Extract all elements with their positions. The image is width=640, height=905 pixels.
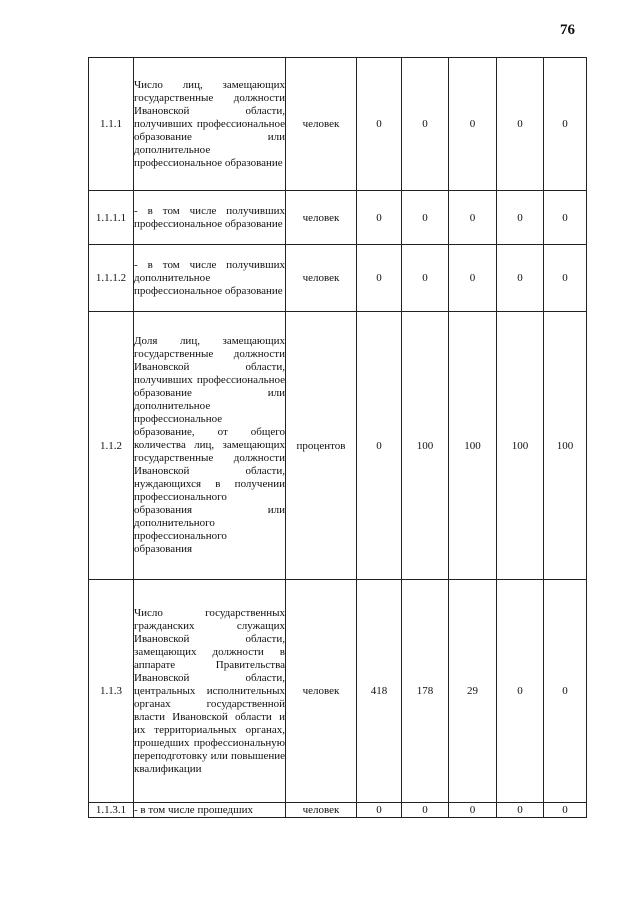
row-value: 100 <box>497 312 544 580</box>
row-value: 0 <box>497 58 544 191</box>
row-unit: человек <box>286 245 357 312</box>
row-value: 0 <box>497 580 544 803</box>
row-value: 29 <box>449 580 497 803</box>
row-code: 1.1.3.1 <box>89 803 134 818</box>
row-value: 0 <box>357 191 402 245</box>
row-value: 0 <box>357 312 402 580</box>
table-row <box>89 803 587 818</box>
row-value: 100 <box>544 312 587 580</box>
row-unit: человек <box>286 191 357 245</box>
row-value: 0 <box>449 245 497 312</box>
row-description: - в том числе прошедших <box>134 803 286 818</box>
row-value: 0 <box>449 803 497 818</box>
table-row <box>89 312 587 580</box>
row-value: 0 <box>497 245 544 312</box>
row-code: 1.1.1.2 <box>89 245 134 312</box>
row-value: 0 <box>357 58 402 191</box>
row-description: - в том числе получивших дополнительное профессиональное образование <box>134 245 286 312</box>
row-value: 0 <box>544 580 587 803</box>
table-row <box>89 580 587 803</box>
row-value: 0 <box>402 245 449 312</box>
table-row <box>89 191 587 245</box>
row-code: 1.1.3 <box>89 580 134 803</box>
page-number: 76 <box>560 22 575 38</box>
row-value: 0 <box>497 803 544 818</box>
row-unit: процентов <box>286 312 357 580</box>
row-description: Доля лиц, замещающих государственные должности Ивановской области, получивших профессиональное образование или дополнительное профессиональное образование, от общего количества лиц, замещающих государственные должности Ивановской области, нуждающихся в получении профессионального образования или дополнительного профессионального образования <box>134 312 286 580</box>
indicators-table <box>88 57 587 818</box>
row-value: 0 <box>449 58 497 191</box>
row-value: 0 <box>402 803 449 818</box>
row-value: 0 <box>544 58 587 191</box>
row-value: 0 <box>544 191 587 245</box>
row-value: 0 <box>357 245 402 312</box>
row-value: 100 <box>402 312 449 580</box>
row-value: 0 <box>544 245 587 312</box>
row-value: 418 <box>357 580 402 803</box>
row-value: 0 <box>449 191 497 245</box>
row-code: 1.1.2 <box>89 312 134 580</box>
row-unit: человек <box>286 58 357 191</box>
table-row <box>89 58 587 191</box>
row-value: 0 <box>402 191 449 245</box>
row-unit: человек <box>286 580 357 803</box>
row-description: - в том числе получивших профессиональное образование <box>134 191 286 245</box>
row-value: 0 <box>497 191 544 245</box>
row-code: 1.1.1.1 <box>89 191 134 245</box>
row-value: 178 <box>402 580 449 803</box>
row-value: 0 <box>544 803 587 818</box>
row-value: 0 <box>402 58 449 191</box>
row-description: Число лиц, замещающих государственные должности Ивановской области, получивших профессиональное образование или дополнительное профессиональное образование <box>134 58 286 191</box>
row-unit: человек <box>286 803 357 818</box>
table-row <box>89 245 587 312</box>
row-value: 100 <box>449 312 497 580</box>
row-description: Число государственных гражданских служащих Ивановской области, замещающих должности в аппарате Правительства Ивановской области, центральных исполнительных органах государственной власти Ивановской области и их территориальных органах, прошедших профессиональную переподготовку или повышение квалификации <box>134 580 286 803</box>
row-code: 1.1.1 <box>89 58 134 191</box>
row-value: 0 <box>357 803 402 818</box>
